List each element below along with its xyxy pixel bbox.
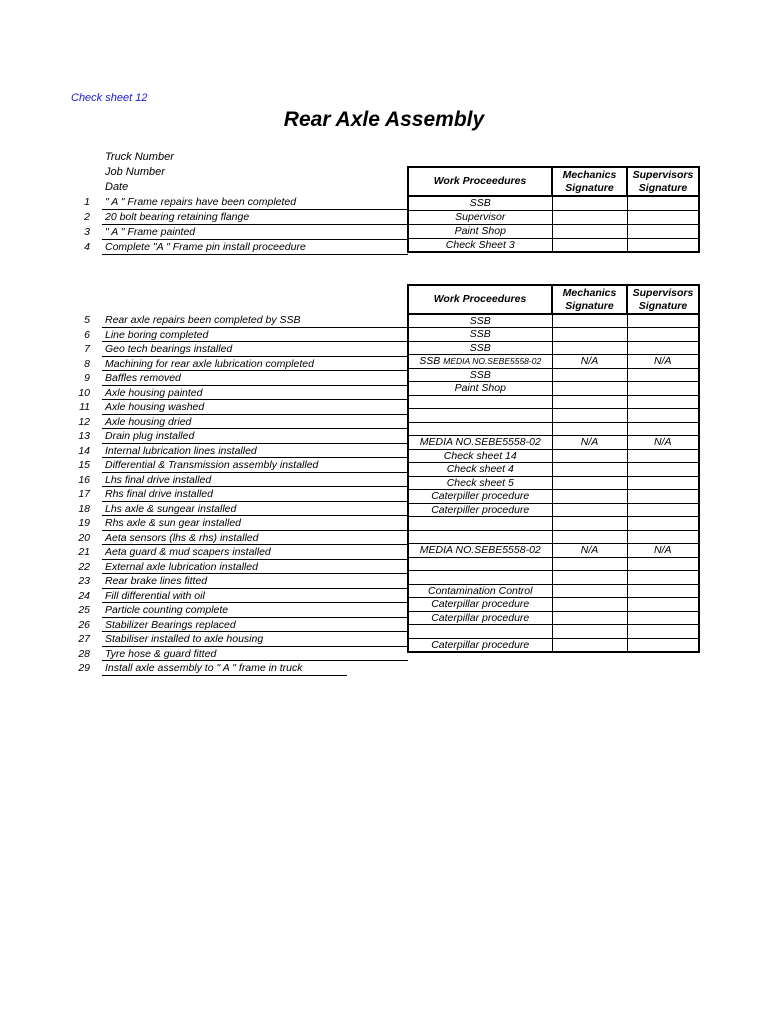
item-number: 22 [78, 560, 90, 573]
supervisors-signature-cell[interactable] [627, 224, 699, 238]
work-procedure-cell [408, 557, 552, 571]
table-row [408, 476, 699, 490]
work-procedure-cell [408, 638, 552, 652]
item-number: 16 [78, 473, 90, 486]
mechanics-signature-cell[interactable] [552, 490, 627, 504]
item-description: Complete "A " Frame pin install proceedure [105, 241, 306, 253]
work-procedure-cell [408, 409, 552, 423]
item-number: 5 [84, 314, 90, 326]
table-row [408, 544, 699, 558]
item-description: Line boring completed [105, 328, 209, 341]
table-row [408, 341, 699, 355]
mechanics-signature-cell[interactable]: N/A [552, 436, 627, 450]
item-description: Rear brake lines fitted [105, 575, 208, 587]
supervisors-signature-cell[interactable] [627, 314, 699, 328]
signoff-table-section-2 [407, 284, 700, 653]
mechanics-signature-cell[interactable] [552, 368, 627, 382]
work-procedure-text: SSB [469, 315, 491, 327]
item-description: Rhs final drive installed [105, 488, 213, 500]
work-procedure-cell [408, 382, 552, 396]
supervisors-signature-cell[interactable] [627, 449, 699, 463]
supervisors-signature-cell[interactable] [627, 382, 699, 396]
table-row [408, 328, 699, 342]
item-number: 20 [78, 531, 90, 544]
work-procedure-cell [408, 625, 552, 639]
supervisors-signature-cell[interactable] [627, 210, 699, 224]
supervisors-signature-cell[interactable] [627, 571, 699, 585]
item-number: 10 [78, 386, 90, 399]
table-row [408, 196, 699, 210]
item-description: Particle counting complete [105, 604, 229, 616]
mechanics-signature-cell[interactable] [552, 210, 627, 224]
work-procedure-text: SSB [419, 355, 441, 368]
mechanics-signature-cell[interactable] [552, 503, 627, 517]
item-description: " A " Frame painted [105, 226, 196, 238]
mechanics-signature-cell[interactable] [552, 530, 627, 544]
table-row [408, 382, 699, 396]
table-row [408, 517, 699, 531]
work-procedure-cell [408, 355, 552, 369]
mechanics-signature-cell[interactable] [552, 395, 627, 409]
mechanics-signature-cell[interactable] [552, 341, 627, 355]
item-number: 1 [84, 196, 90, 208]
work-procedure-cell [408, 490, 552, 504]
work-procedure-text: SSB [469, 368, 491, 381]
item-description: Lhs axle & sungear installed [105, 502, 237, 515]
item-number: 29 [78, 662, 90, 674]
supervisors-signature-cell[interactable] [627, 584, 699, 598]
item-number: 4 [84, 241, 90, 253]
table-row [408, 409, 699, 423]
item-description: Drain plug installed [105, 430, 195, 442]
work-procedure-text: SSB [469, 197, 491, 210]
item-description: Install axle assembly to " A " frame in truck [105, 662, 303, 674]
work-procedure-text: Caterpillar procedure [431, 638, 530, 651]
work-procedure-cell [408, 530, 552, 544]
item-number: 17 [78, 488, 90, 500]
work-procedure-cell [408, 544, 552, 558]
mechanics-signature-cell[interactable] [552, 557, 627, 571]
table-row [408, 571, 699, 585]
mechanics-signature-cell[interactable] [552, 449, 627, 463]
item-description: Stabiliser installed to axle housing [105, 633, 264, 645]
table-row [408, 314, 699, 328]
supervisors-signature-cell[interactable] [627, 238, 699, 252]
supervisors-signature-cell[interactable] [627, 328, 699, 342]
supervisors-signature-cell[interactable] [627, 625, 699, 639]
table-row [408, 490, 699, 504]
work-procedure-cell [408, 328, 552, 342]
job-number-label: Job Number [105, 166, 165, 178]
item-number: 14 [78, 444, 90, 457]
supervisors-signature-cell[interactable] [627, 476, 699, 490]
work-procedure-cell [408, 611, 552, 625]
work-procedure-text: Caterpillar procedure [431, 611, 530, 624]
item-number: 21 [78, 546, 90, 558]
table-row [408, 395, 699, 409]
item-description: Rear axle repairs been completed by SSB [105, 314, 301, 326]
work-procedures-header: Work Proceedures [408, 167, 552, 196]
work-procedure-cell [408, 314, 552, 328]
table-row [408, 530, 699, 544]
item-number: 23 [78, 575, 90, 587]
supervisors-signature-cell[interactable]: N/A [627, 355, 699, 369]
work-procedure-text: MEDIA NO.SEBE5558-02 [419, 436, 541, 449]
table-row [408, 449, 699, 463]
supervisors-signature-cell[interactable] [627, 557, 699, 571]
supervisors-signature-cell[interactable] [627, 503, 699, 517]
work-procedure-text: Contamination Control [428, 584, 533, 597]
mechanics-signature-cell[interactable] [552, 328, 627, 342]
supervisors-signature-cell[interactable] [627, 490, 699, 504]
table-row [408, 422, 699, 436]
item-description: Internal lubrication lines installed [105, 444, 257, 457]
item-number: 11 [79, 401, 90, 413]
item-number: 7 [84, 343, 90, 355]
mechanics-signature-cell[interactable] [552, 314, 627, 328]
item-description: Aeta sensors (lhs & rhs) installed [105, 531, 259, 544]
work-procedure-cell [408, 238, 552, 252]
mechanics-signature-cell[interactable]: N/A [552, 544, 627, 558]
supervisors-signature-header: Supervisors Signature [627, 167, 699, 196]
supervisors-signature-cell[interactable] [627, 409, 699, 423]
work-procedure-text: SSB [469, 328, 491, 341]
mechanics-signature-cell[interactable] [552, 238, 627, 252]
item-description: Lhs final drive installed [105, 473, 212, 486]
mechanics-signature-cell[interactable]: N/A [552, 355, 627, 369]
supervisors-signature-cell[interactable] [627, 463, 699, 477]
item-description: 20 bolt bearing retaining flange [105, 211, 250, 223]
item-description: Axle housing painted [105, 386, 203, 399]
supervisors-signature-cell[interactable]: N/A [627, 436, 699, 450]
supervisors-signature-cell[interactable] [627, 341, 699, 355]
work-procedure-cell [408, 210, 552, 224]
item-underline [102, 675, 347, 676]
signoff-table-section-1 [407, 166, 700, 253]
item-number: 2 [84, 211, 90, 223]
mechanics-signature-cell[interactable] [552, 409, 627, 423]
work-procedure-cell [408, 476, 552, 490]
supervisors-signature-cell[interactable] [627, 530, 699, 544]
supervisors-signature-cell[interactable] [627, 368, 699, 382]
work-procedure-cell [408, 422, 552, 436]
table-row [408, 355, 699, 369]
mechanics-signature-cell[interactable] [552, 196, 627, 210]
table-row [408, 611, 699, 625]
work-procedure-text: Paint Shop [454, 382, 506, 395]
work-procedure-text: MEDIA NO.SEBE5558-02 [419, 544, 541, 557]
work-procedure-text: Check sheet 5 [446, 476, 514, 489]
work-procedure-text: Check sheet 14 [443, 449, 517, 462]
mechanics-signature-header: Mechanics Signature [552, 285, 627, 314]
item-number: 19 [78, 517, 90, 529]
media-reference-text: MEDIA NO.SEBE5558-02 [443, 356, 542, 367]
work-procedure-text: Supervisor [455, 211, 506, 223]
item-number: 6 [84, 328, 90, 341]
work-procedure-text: Caterpiller procedure [431, 503, 530, 516]
table-row [408, 238, 699, 252]
work-procedure-text: SSB [469, 341, 491, 354]
item-description: Tyre hose & guard fitted [105, 647, 217, 660]
work-procedure-cell [408, 463, 552, 477]
item-description: Rhs axle & sun gear installed [105, 517, 241, 529]
table-row [408, 584, 699, 598]
supervisors-signature-cell[interactable] [627, 196, 699, 210]
mechanics-signature-cell[interactable] [552, 476, 627, 490]
item-description: Axle housing dried [105, 415, 192, 428]
work-procedure-cell [408, 503, 552, 517]
mechanics-signature-cell[interactable] [552, 571, 627, 585]
item-number: 13 [78, 430, 90, 442]
work-procedure-text: Caterpiller procedure [431, 490, 530, 503]
work-procedure-cell [408, 196, 552, 210]
item-description: Geo tech bearings installed [105, 343, 233, 355]
item-description: Stabilizer Bearings replaced [105, 618, 236, 631]
item-number: 25 [78, 604, 90, 616]
work-procedure-cell [408, 341, 552, 355]
item-description: External axle lubrication installed [105, 560, 258, 573]
supervisors-signature-cell[interactable] [627, 422, 699, 436]
work-procedure-text: Check Sheet 3 [445, 238, 515, 251]
mechanics-signature-cell[interactable] [552, 422, 627, 436]
item-description: Axle housing washed [105, 401, 205, 413]
work-procedure-text: Caterpillar procedure [431, 598, 530, 611]
table-row [408, 638, 699, 652]
table-row [408, 210, 699, 224]
supervisors-signature-cell[interactable]: N/A [627, 544, 699, 558]
item-number: 24 [78, 589, 90, 602]
mechanics-signature-cell[interactable] [552, 638, 627, 652]
item-description: Fill differential with oil [105, 589, 205, 602]
mechanics-signature-cell[interactable] [552, 463, 627, 477]
mechanics-signature-header: Mechanics Signature [552, 167, 627, 196]
item-description: Machining for rear axle lubrication completed [105, 357, 314, 370]
work-procedure-cell [408, 571, 552, 585]
date-label: Date [105, 181, 129, 193]
work-procedure-cell [408, 395, 552, 409]
work-procedure-cell [408, 584, 552, 598]
work-procedure-cell [408, 224, 552, 238]
supervisors-signature-cell[interactable] [627, 598, 699, 612]
table-row [408, 436, 699, 450]
item-underline [102, 254, 408, 255]
work-procedure-cell [408, 517, 552, 531]
work-procedure-cell [408, 436, 552, 450]
item-number: 18 [78, 502, 90, 515]
supervisors-signature-cell[interactable] [627, 611, 699, 625]
mechanics-signature-cell[interactable] [552, 517, 627, 531]
item-description: Aeta guard & mud scapers installed [105, 546, 271, 558]
mechanics-signature-cell[interactable] [552, 224, 627, 238]
mechanics-signature-cell[interactable] [552, 611, 627, 625]
truck-number-label: Truck Number [105, 151, 174, 163]
table-row [408, 557, 699, 571]
item-number: 8 [84, 357, 90, 370]
table-row [408, 625, 699, 639]
table-row [408, 368, 699, 382]
table-row [408, 463, 699, 477]
mechanics-signature-cell[interactable] [552, 382, 627, 396]
supervisors-signature-header: Supervisors Signature [627, 285, 699, 314]
supervisors-signature-cell[interactable] [627, 517, 699, 531]
work-procedure-text: Check sheet 4 [446, 463, 514, 476]
item-description: Baffles removed [105, 372, 181, 384]
table-row [408, 224, 699, 238]
supervisors-signature-cell[interactable] [627, 638, 699, 652]
item-number: 27 [78, 633, 90, 645]
item-number: 3 [84, 226, 90, 238]
item-description: Differential & Transmission assembly installed [105, 459, 319, 471]
item-number: 28 [78, 647, 90, 660]
mechanics-signature-cell[interactable] [552, 625, 627, 639]
supervisors-signature-cell[interactable] [627, 395, 699, 409]
mechanics-signature-cell[interactable] [552, 598, 627, 612]
table-row [408, 503, 699, 517]
work-procedure-cell [408, 449, 552, 463]
table-row [408, 598, 699, 612]
check-sheet-reference: Check sheet 12 [71, 92, 148, 104]
item-number: 9 [84, 372, 90, 384]
page-title: Rear Axle Assembly [283, 108, 485, 131]
work-procedures-header: Work Proceedures [408, 285, 552, 314]
item-number: 26 [78, 618, 90, 631]
mechanics-signature-cell[interactable] [552, 584, 627, 598]
work-procedure-cell [408, 598, 552, 612]
item-description: " A " Frame repairs have been completed [105, 196, 297, 208]
work-procedure-text: Paint Shop [454, 225, 506, 237]
item-number: 15 [78, 459, 90, 471]
item-number: 12 [78, 415, 90, 428]
work-procedure-cell [408, 368, 552, 382]
